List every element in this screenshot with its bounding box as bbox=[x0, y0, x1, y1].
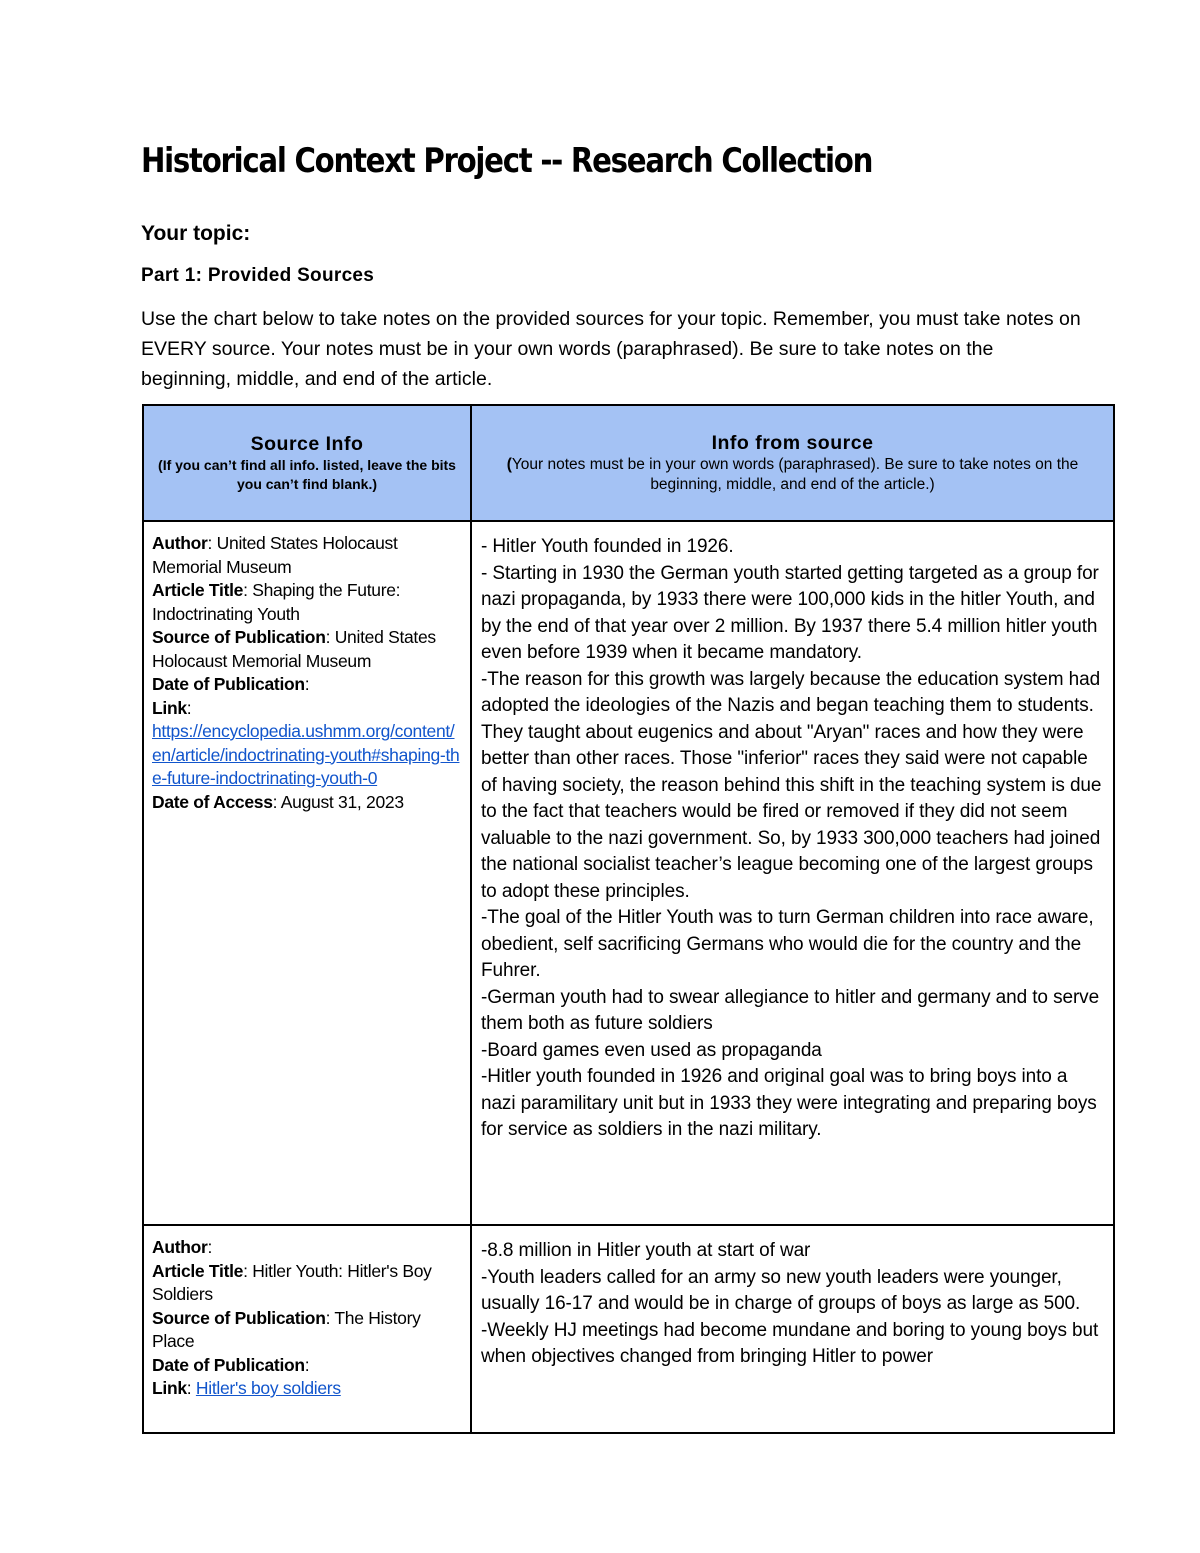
source-pub-value: The History Place bbox=[152, 1307, 421, 1351]
author-label: Author bbox=[152, 533, 208, 553]
link-value-line bbox=[152, 720, 462, 791]
instructions-paragraph: Use the chart below to take notes on the provided sources for your topic. Remember, you must take notes on EVERY source. Your notes must be in your own words (paraphrased). Be sure to take notes on the beginning, middle, and end of the article. bbox=[141, 308, 1081, 390]
header-info-from-source bbox=[471, 405, 1114, 521]
source-pub-label: Source of Publication bbox=[152, 1307, 326, 1328]
source-info-cell bbox=[143, 1225, 471, 1433]
separator: : bbox=[325, 1307, 335, 1328]
link-line bbox=[152, 697, 462, 721]
separator: : bbox=[243, 1260, 253, 1281]
note-item: - Hitler Youth founded in 1926. bbox=[481, 536, 734, 557]
header-info-note-text: Your notes must be in your own words (paraphrased). Be sure to take notes on the beginning, middle, and end of the article.) bbox=[511, 456, 1079, 493]
source-link[interactable]: https://encyclopedia.ushmm.org/content/en/article/indoctrinating-youth#shaping-the-future-indoctrinating-youth-0 bbox=[152, 721, 460, 788]
date-access-value: August 31, 2023 bbox=[280, 791, 404, 812]
notes-cell bbox=[471, 1225, 1114, 1433]
separator: : bbox=[186, 697, 192, 718]
note-item: -The goal of the Hitler Youth was to turn German children into race aware, obedient, self sacrificing Germans who would die for the country and the Fuhrer. bbox=[481, 907, 1094, 981]
header-info-title: Info from source bbox=[711, 432, 874, 454]
page-title: Historical Context Project -- Research Collection bbox=[141, 141, 873, 181]
article-title-value: Hitler Youth: Hitler's Boy Soldiers bbox=[152, 1260, 432, 1304]
note-item: -Board games even used as propaganda bbox=[481, 1039, 822, 1061]
separator: : bbox=[272, 791, 281, 812]
note-item: -Weekly HJ meetings had become mundane and boring to young boys but when objectives changed from bringing Hitler to power bbox=[481, 1319, 1099, 1367]
article-title-line bbox=[152, 579, 462, 626]
note-item: -Hitler youth founded in 1926 and original goal was to bring boys into a nazi paramilitary unit but in 1933 they were integrating and preparing boys for service as soldiers in the nazi military. bbox=[481, 1066, 1097, 1140]
source-pub-line bbox=[152, 1307, 462, 1354]
date-access-line bbox=[152, 791, 462, 815]
part-heading: Part 1: Provided Sources bbox=[141, 265, 375, 286]
note-item: - Starting in 1930 the German youth started getting targeted as a group for nazi propaganda, by 1933 there were 100,000 kids in the hitler Youth, and by the end of that year over 2 million. By 1937 there 5.4 million hitler youth even before 1939 when it became mandatory. bbox=[481, 562, 1099, 663]
header-info-note bbox=[473, 455, 1112, 495]
date-pub-line bbox=[152, 1354, 462, 1378]
article-title-label: Article Title bbox=[152, 1260, 244, 1281]
separator: : bbox=[325, 627, 335, 647]
source-pub-value: United States Holocaust Memorial Museum bbox=[152, 627, 436, 671]
separator: : bbox=[207, 533, 217, 553]
note-item: -German youth had to swear allegiance to hitler and germany and to serve them both as future soldiers bbox=[481, 986, 1100, 1034]
table-row bbox=[143, 521, 1114, 1225]
research-table bbox=[142, 404, 1115, 1434]
source-pub-line bbox=[152, 626, 462, 673]
date-pub-label: Date of Publication bbox=[152, 1354, 305, 1375]
author-label: Author bbox=[152, 1237, 208, 1257]
source-pub-label: Source of Publication bbox=[152, 627, 326, 647]
note-item: -The reason for this growth was largely because the education system had adopted the ideologies of the Nazis and began teaching them to students. They taught about eugenics and about "Aryan" races and how they were better than other races. Those "inferior" races they said were not capable of having society, the reason behind this shift in the teaching system is due to the fact that teachers would be fired or removed if they did not seem valuable to the nazi government. So, by 1933 300,000 teachers had joined the national socialist teacher’s league becoming one of the largest groups to adopt these principles. bbox=[481, 668, 1102, 902]
note-item: -8.8 million in Hitler youth at start of war bbox=[481, 1240, 811, 1261]
note-item: -Youth leaders called for an army so new youth leaders were younger, usually 16-17 and would be in charge of groups of boys as large as 500. bbox=[481, 1266, 1081, 1314]
article-title-label: Article Title bbox=[152, 580, 244, 600]
article-title-line bbox=[152, 1260, 462, 1307]
author-value: United States Holocaust Memorial Museum bbox=[152, 533, 398, 577]
header-source-note: (If you can’t find all info. listed, leave the bits you can’t find blank.) bbox=[158, 457, 456, 492]
author-line bbox=[152, 1236, 462, 1260]
separator: : bbox=[207, 1237, 213, 1257]
table-header-row bbox=[143, 405, 1114, 521]
date-access-label: Date of Access bbox=[152, 791, 273, 812]
separator: : bbox=[304, 1354, 310, 1375]
link-label: Link bbox=[152, 697, 187, 718]
date-pub-line bbox=[152, 673, 462, 697]
source-link[interactable]: Hitler's boy soldiers bbox=[195, 1378, 341, 1398]
separator: : bbox=[186, 1378, 196, 1398]
table-row bbox=[143, 1225, 1114, 1433]
header-source-info bbox=[143, 405, 471, 521]
header-source-title: Source Info bbox=[250, 433, 364, 455]
source-info-cell bbox=[143, 521, 471, 1225]
article-title-value: Shaping the Future: Indoctrinating Youth bbox=[152, 580, 401, 624]
link-label: Link bbox=[152, 1378, 187, 1398]
notes-cell bbox=[471, 521, 1114, 1225]
separator: : bbox=[304, 674, 310, 694]
header-info-paren: ( bbox=[506, 456, 512, 473]
topic-label: Your topic: bbox=[141, 222, 251, 245]
date-pub-label: Date of Publication bbox=[152, 674, 305, 694]
link-line bbox=[152, 1377, 462, 1401]
separator: : bbox=[243, 580, 253, 600]
author-line bbox=[152, 532, 462, 579]
